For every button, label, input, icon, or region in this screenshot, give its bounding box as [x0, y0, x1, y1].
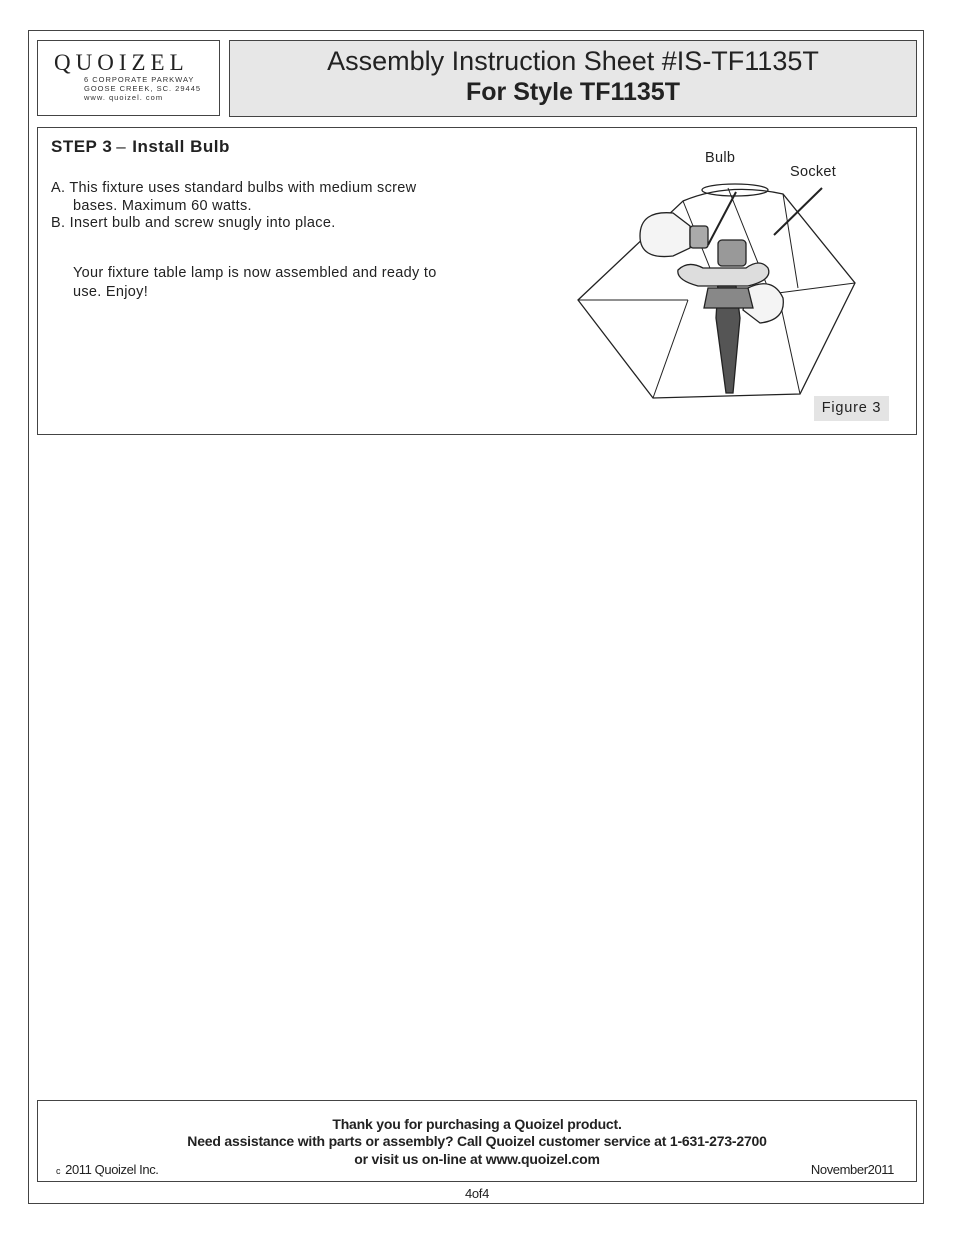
copyright-text: 2011 Quoizel Inc.	[65, 1162, 159, 1177]
copyright-notice	[56, 1162, 159, 1177]
page-subtitle: For Style TF1135T	[466, 78, 680, 106]
address-line-2: GOOSE CREEK, SC. 29445	[84, 84, 202, 93]
step-heading	[51, 137, 230, 157]
company-logo-box	[37, 40, 220, 116]
instruction-a	[51, 179, 416, 215]
lamp-illustration	[568, 168, 868, 408]
socket-pointer-arrow	[774, 188, 822, 235]
left-socket	[690, 226, 708, 248]
footer-thanks: Thank you for purchasing a Quoizel product.	[332, 1116, 622, 1132]
step-3-section	[37, 127, 917, 435]
figure-caption: Figure 3	[814, 396, 889, 421]
company-logo: QUOIZEL	[54, 50, 189, 75]
copyright-mark: c	[56, 1166, 61, 1176]
footer-assistance: Need assistance with parts or assembly? Call Quoizel customer service at 1-631-273-2700	[187, 1133, 767, 1149]
page-number: 4of4	[464, 1186, 490, 1201]
footer-visit: or visit us on-line at www.quoizel.com	[354, 1151, 600, 1167]
instruction-a-line-1: A. This fixture uses standard bulbs with medium screw	[51, 180, 417, 196]
center-socket	[718, 240, 746, 266]
closing-line-2: use. Enjoy!	[73, 284, 149, 300]
instruction-b: B. Insert bulb and screw snugly into place.	[51, 215, 336, 231]
bulb-label: Bulb	[705, 150, 736, 166]
instruction-a-line-2: bases. Maximum 60 watts.	[73, 198, 252, 214]
step-name: Install Bulb	[132, 137, 230, 156]
stem-collar	[704, 288, 753, 308]
publication-date: November2011	[810, 1162, 894, 1177]
title-box	[229, 40, 917, 117]
closing-message	[73, 264, 493, 302]
page-title: Assembly Instruction Sheet #IS-TF1135T	[327, 46, 819, 76]
step-number: STEP 3	[51, 137, 113, 156]
bulb-pointer-arrow	[708, 192, 736, 245]
company-website: www. quoizel. com	[84, 93, 164, 102]
left-bulb	[640, 213, 690, 257]
closing-line-1: Your fixture table lamp is now assembled and ready to	[73, 265, 437, 281]
socket-label: Socket	[790, 164, 837, 180]
address-line-1: 6 CORPORATE PARKWAY	[84, 75, 195, 84]
footer-box	[37, 1100, 917, 1182]
step-dash: –	[116, 137, 127, 156]
